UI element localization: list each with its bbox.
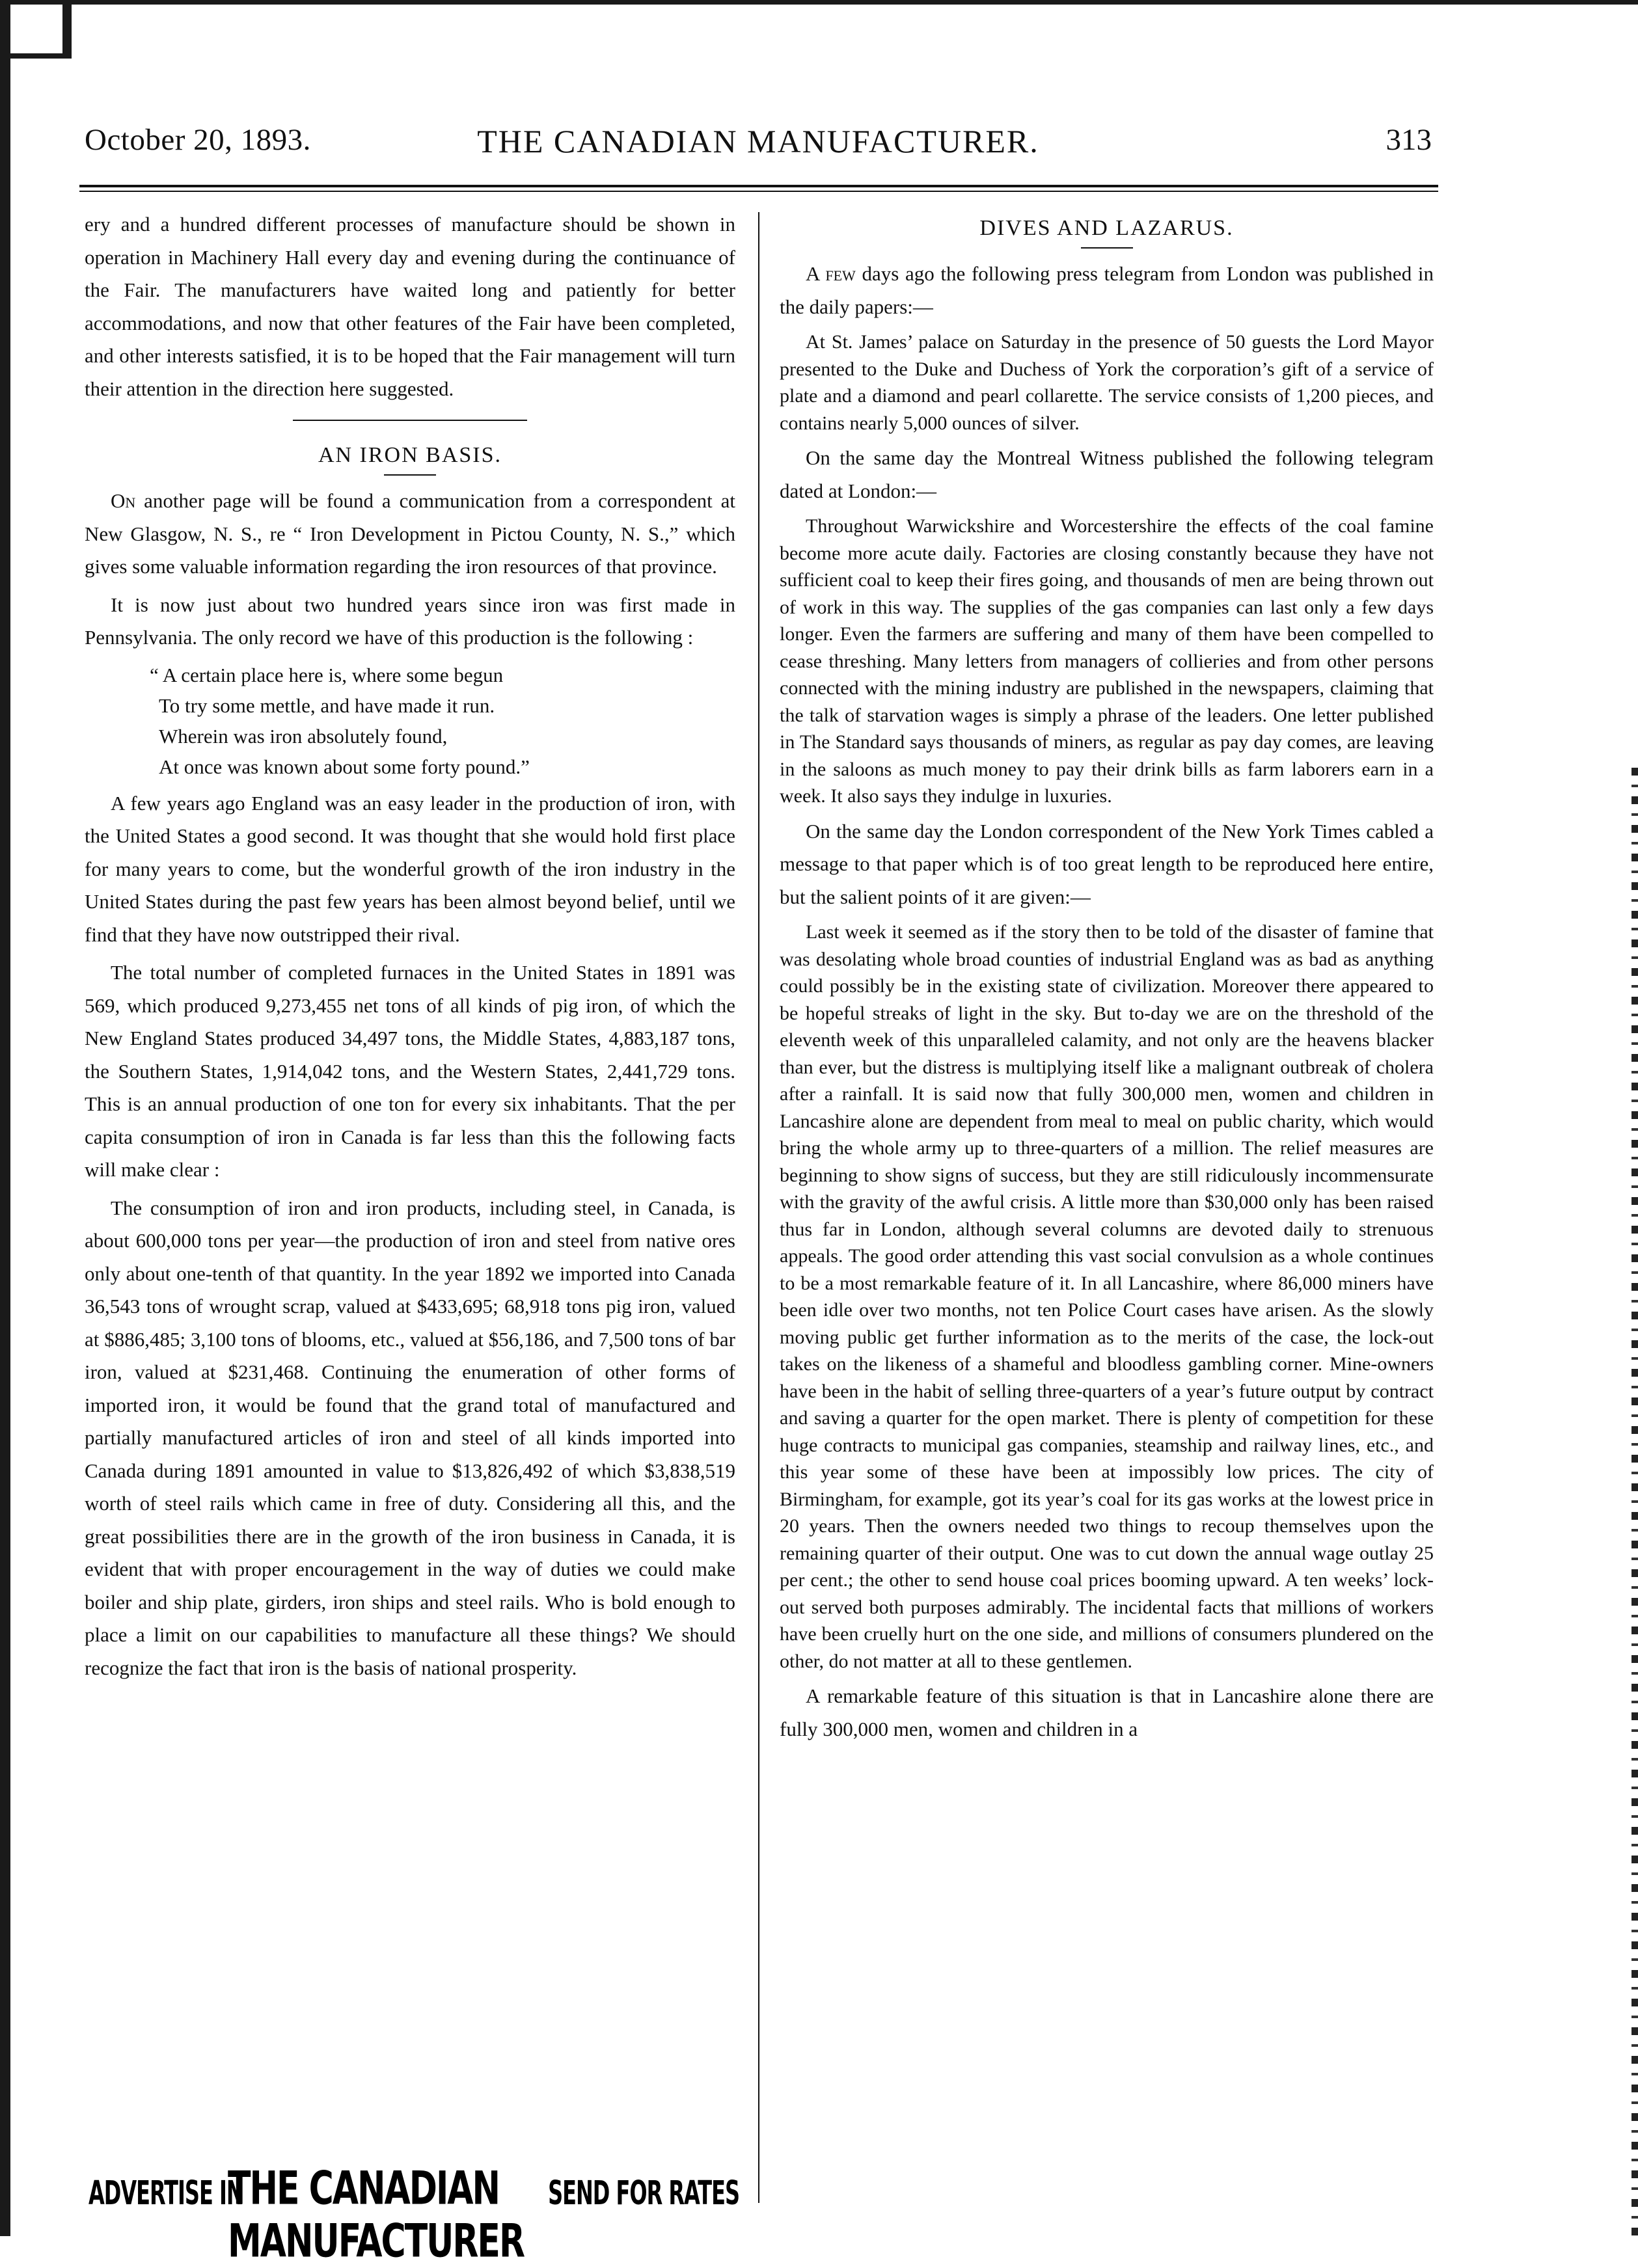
dives-paragraph-4: A remarkable feature of this situation is that in Lancashire alone there are fully 300,000 men, women and children in a <box>780 1684 1434 1740</box>
publication-title: THE CANADIAN MANUFACTURER. <box>477 123 1039 159</box>
ad-left-text: ADVERTISE IN <box>89 2173 243 2213</box>
article-title-dives-lazarus: DIVES AND LAZARUS. <box>979 216 1234 240</box>
right-column <box>780 212 1434 1751</box>
poem-line: Wherein was iron absolutely found, <box>159 724 448 748</box>
iron-paragraph-5: The consumption of iron and iron products, including steel, in Canada, is about 600,000 tons per year—the production of iron and steel from native ores only about one-tenth of that quantity. In the year 1892 we imported into Canada 36,543 tons of wrought scrap, valued at $433,695; 68,918 tons pig iron, valued at $886,485; 3,100 tons of blooms, etc., valued at $56,186, and 7,500 tons of bar iron, valued at $231,468. Continuing the enumeration of other forms of imported iron, it would be found that the grand total of manufactured and partially manufactured articles of iron and steel of all kinds imported into Canada during 1891 amounted in value to $13,826,492 of which $3,838,519 worth of steel rails which came in free of duty. Considering all this, and the great possibilities there are in the growth of the iron business in Canada, it is evident that with proper encouragement in the way of duties we could make boiler and ship plate, girders, iron ships and steel rails. Who is bold enough to place a limit on our capabilities to manufacture all these things? We should recognize the fact that iron is the basis of national prosperity. <box>85 1196 735 1679</box>
scan-edge-top <box>10 0 1638 5</box>
poem-quote <box>150 660 735 782</box>
poem-line: At once was known about some forty pound.” <box>159 755 530 778</box>
ad-right-text: SEND FOR RATES <box>548 2173 739 2213</box>
dives-paragraph-2: On the same day the Montreal Witness published the following telegram dated at London:— <box>780 446 1434 502</box>
ad-center-text: THE CANADIAN MANUFACTURER <box>228 2163 524 2268</box>
paragraph-text: days ago the following press telegram from London was published in the daily papers:— <box>780 262 1434 318</box>
dives-intro <box>780 258 1434 323</box>
header-rule-thin <box>79 191 1438 192</box>
scan-edge-right <box>1631 768 1638 2236</box>
left-column <box>85 208 735 1690</box>
lead-word: On <box>111 489 136 512</box>
column-divider <box>758 212 759 2203</box>
article-title-iron-basis: AN IRON BASIS. <box>318 443 502 467</box>
title-underline <box>384 474 436 476</box>
iron-paragraph-1 <box>85 485 735 584</box>
quoted-telegram-1: At St. James’ palace on Saturday in the presence of 50 guests the Lord Mayor presented to the Duke and Duchess of York the corporation’s gift of a service of plate and a diamond and pearl collarette. The service consists of 1,200 pieces, and contains nearly 5,000 ounces of silver. <box>780 331 1434 434</box>
page-header <box>78 122 1438 168</box>
page-number: 313 <box>1385 123 1432 157</box>
quoted-cable-3: Last week it seemed as if the story then to be told of the disaster of famine that was desolating whole broad counties of industrial England was as bad as anything could possibly be in the existing state of civilization. Moreover there appeared to be hopeful streaks of light in the sky. But to-day we are on the threshold of the eleventh week of this unparalleled calamity, and not only are the heavens blacker than ever, but the distress is multiplying itself like a malignant outbreak of cholera after a rainfall. It is said now that fully 300,000 men, women and children in Lancashire alone are dependent from meal to meal on public charity, which would bring the whole army up to three-quarters of a million. The relief measures are beginning to show signs of success, but they are still ridiculously incommensurate with the gravity of the awful crisis. A little more than $30,000 only has been raised thus far in London, although several columns are devoted daily to strenuous appeals. The good order attending this vast social convulsion as a whole continues to be a most remarkable feature of it. In all Lancashire, where 86,000 miners have been idle over two months, not ten Police Court cases have arisen. As the slowly moving public get further information as to the merits of the case, the lock-out takes on the likeness of a shameful and bloodless gambling corner. Mine-owners have been in the habit of selling three-quarters of a year’s future output by contract and saving a quarter for the open market. There is plenty of competition for these huge contracts to municipal gas companies, steamship and railway lines, etc., and this year some of these have been at impossibly low prices. The city of Birmingham, for example, got its year’s coal for its gas works at the lowest price in 20 years. Then the owners needed two things to recoup themselves upon the remaining quarter of their output. One was to cut down the annual wage outlay 25 per cent.; the other to send house coal prices booming upward. A ten weeks’ lock-out served both purposes admirably. The incidental facts that millions of workers have been cruelly hurt on the one side, and millions of consumers plundered on the other, do not matter at all to these gentlemen. <box>780 921 1434 1672</box>
iron-paragraph-2: It is now just about two hundred years since iron was first made in Pennsylvania. The only record we have of this production is the following : <box>85 593 735 649</box>
issue-date: October 20, 1893. <box>85 123 311 157</box>
iron-paragraph-3: A few years ago England was an easy leader in the production of iron, with the United States a good second. It was thought that she would hold first place for many years to come, but the wonderful growth of the iron industry in the United States during the past few years has been almost beyond belief, until we find that they have now outstripped their rival. <box>85 791 735 946</box>
continued-paragraph: ery and a hundred different processes of manufacture should be shown in operation in Machinery Hall every day and evening during the continuance of the Fair. The manufacturers have waited long and patiently for better accommodations, and now that other features of the Fair have been completed, and other interests satisfied, it is to be hoped that the Fair management will turn their attention in the direction here suggested. <box>85 213 735 400</box>
quoted-telegram-2: Throughout Warwickshire and Worcestershire the effects of the coal famine become more acute daily. Factories are closing constantly because they have not sufficient coal to keep their fires going, and thousands of men are being thrown out of work in this way. The supplies of the gas companies can last only a few days longer. Even the farmers are suffering and many of them have been compelled to cease threshing. Many letters from managers of collieries and from other persons connected with the mining industry are published in the newspapers, claiming that the talk of starvation wages is simply a phrase of the leaders. One letter published in The Standard says thousands of miners, as regular as pay day comes, are leaving in the saloons as much money to pay their drink bills as farm laborers earn in a week. It also says they indulge in luxuries. <box>780 515 1434 807</box>
scan-corner-mark <box>0 0 72 59</box>
title-underline <box>1081 247 1133 249</box>
poem-line: “ A certain place here is, where some begun <box>150 663 504 686</box>
dives-paragraph-3: On the same day the London correspondent of the New York Times cabled a message to that paper which is of too great length to be reproduced here entire, but the salient points of it are given:— <box>780 819 1434 908</box>
advertisement-banner <box>85 2159 742 2268</box>
iron-paragraph-4: The total number of completed furnaces in the United States in 1891 was 569, which produced 9,273,455 net tons of all kinds of pig iron, of which the New England States produced 34,497 tons, the Middle States, 4,883,187 tons, the Southern States, 1,914,042 tons, and the Western States, 2,441,729 tons. This is an annual production of one ton for every six inhabitants. That the per capita consumption of iron in Canada is far less than this the following facts will make clear : <box>85 961 735 1181</box>
section-divider <box>293 420 527 421</box>
poem-line: To try some mettle, and have made it run. <box>159 694 495 717</box>
header-rule <box>79 185 1438 187</box>
paragraph-text: another page will be found a communication from a correspondent at New Glasgow, N. S., re “ Iron Development in Pictou County, N. S.,” which gives some valuable information regarding the iron resources of that province. <box>85 489 735 578</box>
scan-edge-left <box>0 0 10 2236</box>
lead-word: A few <box>806 262 856 285</box>
